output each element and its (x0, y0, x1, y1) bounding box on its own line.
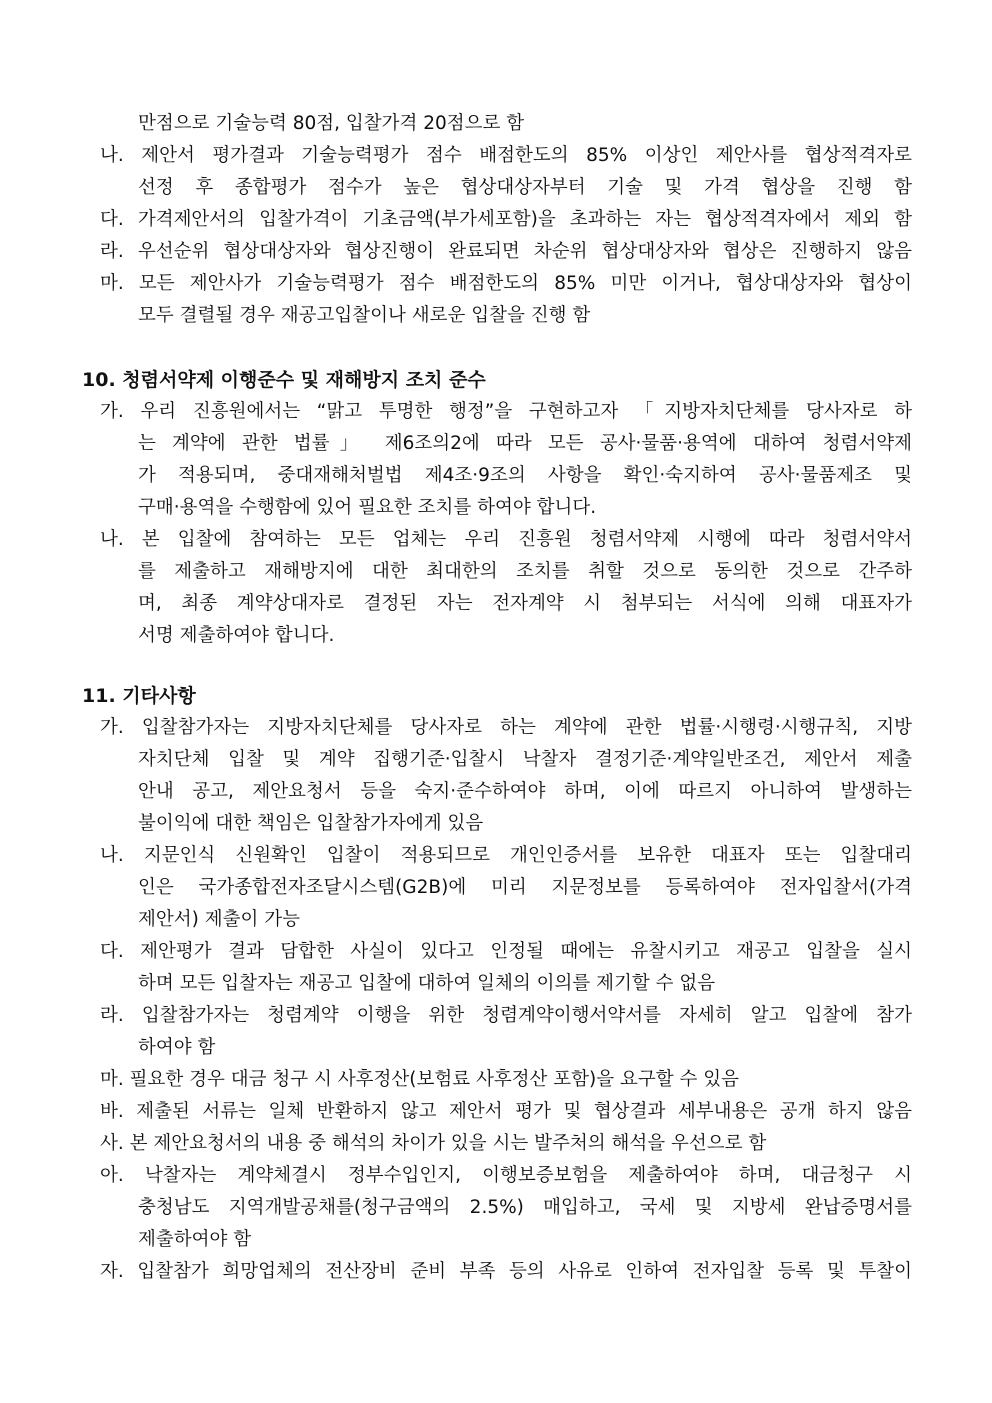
text-line: 를 제출하고 재해방지에 대한 최대한의 조치를 취할 것으로 동의한 것으로 간주하 (138, 561, 912, 582)
section-heading-11: 11. 기타사항 (82, 685, 196, 707)
text-line: 구매·용역을 수행함에 있어 필요한 조치를 하여야 합니다. (138, 497, 597, 518)
text-line: 모두 결렬될 경우 재공고입찰이나 새로운 입찰을 진행 함 (138, 305, 591, 326)
list-item-ma: 마. 모든 제안사가 기술능력평가 점수 배점한도의 85% 미만 이거나, 협상대상자와 협상이 (100, 273, 912, 294)
text-line: 하며 모든 입찰자는 재공고 입찰에 대하여 일체의 이의를 제기할 수 없음 (138, 973, 716, 994)
text-line: 제안서) 제출이 가능 (138, 909, 300, 930)
list-item-na: 나. 제안서 평가결과 기술능력평가 점수 배점한도의 85% 이상인 제안사를 협상적격자로 (100, 145, 912, 166)
list-item-na: 나. 본 입찰에 참여하는 모든 업체는 우리 진흥원 청렴서약제 시행에 따라 청렴서약서 (100, 529, 912, 550)
text-line: 하여야 함 (138, 1037, 216, 1058)
text-line: 자치단체 입찰 및 계약 집행기준·입찰시 낙찰자 결정기준·계약일반조건, 제안서 제출 (138, 749, 912, 770)
list-item-ra: 라. 입찰참가자는 청렴계약 이행을 위한 청렴계약이행서약서를 자세히 알고 입찰에 참가 (100, 1005, 912, 1026)
list-item-da: 다. 제안평가 결과 담합한 사실이 있다고 인정될 때에는 유찰시키고 재공고 입찰을 실시 (100, 941, 912, 962)
list-item-a: 아. 낙찰자는 계약체결시 정부수입인지, 이행보증보험을 제출하여야 하며, 대금청구 시 (100, 1165, 912, 1186)
text-line: 인은 국가종합전자조달시스템(G2B)에 미리 지문정보를 등록하여야 전자입찰서(가격 (138, 877, 912, 898)
list-item-ma: 마. 필요한 경우 대금 청구 시 사후정산(보험료 사후정산 포함)을 요구할 수 있음 (100, 1069, 740, 1090)
list-item-ra: 라. 우선순위 협상대상자와 협상진행이 완료되면 차순위 협상대상자와 협상은 진행하지 않음 (100, 241, 912, 262)
list-item-na: 나. 지문인식 신원확인 입찰이 적용되므로 개인인증서를 보유한 대표자 또는 입찰대리 (100, 845, 912, 866)
list-item-ja: 자. 입찰참가 희망업체의 전산장비 준비 부족 등의 사유로 인하여 전자입찰 등록 및 투찰이 (100, 1261, 912, 1282)
text-line: 불이익에 대한 책임은 입찰참가자에게 있음 (138, 813, 484, 834)
text-line: 충청남도 지역개발공채를(청구금액의 2.5%) 매입하고, 국세 및 지방세 완납증명서를 (138, 1197, 912, 1218)
text-line: 가 적용되며, 중대재해처벌법 제4조·9조의 사항을 확인·숙지하여 공사·물품제조 및 (138, 465, 912, 486)
text-line: 만점으로 기술능력 80점, 입찰가격 20점으로 함 (138, 113, 525, 134)
text-line: 는 계약에 관한 법률」 제6조의2에 따라 모든 공사·물품·용역에 대하여 청렴서약제 (138, 433, 912, 454)
text-line: 며, 최종 계약상대자로 결정된 자는 전자계약 시 첨부되는 서식에 의해 대표자가 (138, 593, 912, 614)
text-line: 서명 제출하여야 합니다. (138, 625, 335, 646)
section-heading-10: 10. 청렴서약제 이행준수 및 재해방지 조치 준수 (82, 369, 486, 391)
list-item-ga: 가. 우리 진흥원에서는 “맑고 투명한 행정”을 구현하고자 「지방자치단체를 당사자로 하 (100, 401, 912, 422)
list-item-ba: 바. 제출된 서류는 일체 반환하지 않고 제안서 평가 및 협상결과 세부내용은 공개 하지 않음 (100, 1101, 912, 1122)
text-line: 선정 후 종합평가 점수가 높은 협상대상자부터 기술 및 가격 협상을 진행 함 (138, 177, 912, 198)
list-item-sa: 사. 본 제안요청서의 내용 중 해석의 차이가 있을 시는 발주처의 해석을 우선으로 함 (100, 1133, 767, 1154)
list-item-da: 다. 가격제안서의 입찰가격이 기초금액(부가세포함)을 초과하는 자는 협상적격자에서 제외 함 (100, 209, 912, 230)
text-line: 제출하여야 함 (138, 1229, 252, 1250)
list-item-ga: 가. 입찰참가자는 지방자치단체를 당사자로 하는 계약에 관한 법률·시행령·시행규칙, 지방 (100, 717, 912, 738)
text-line: 안내 공고, 제안요청서 등을 숙지·준수하여야 하며, 이에 따르지 아니하여 발생하는 (138, 781, 912, 802)
